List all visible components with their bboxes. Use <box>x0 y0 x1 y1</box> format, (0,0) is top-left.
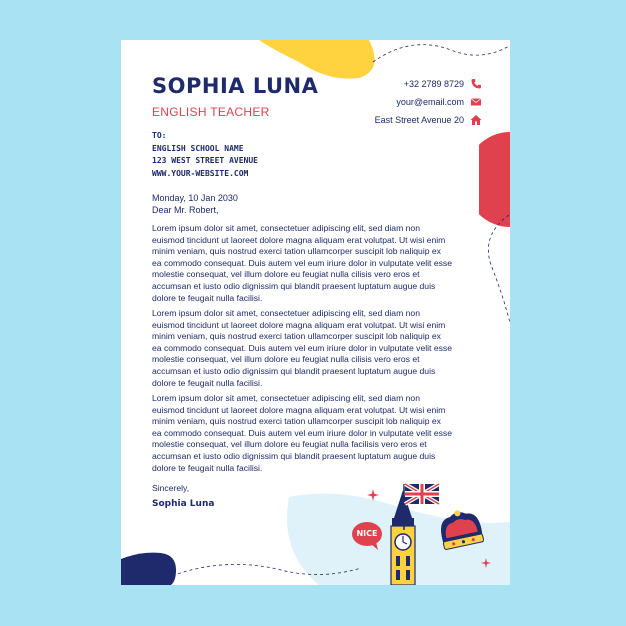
dashed-curve-right <box>481 215 510 325</box>
home-icon <box>470 114 482 126</box>
contact-phone <box>404 78 482 90</box>
recipient-line: WWW.YOUR-WEBSITE.COM <box>152 168 249 178</box>
sender-name: SOPHIA LUNA <box>152 74 319 98</box>
email-text: your@email.com <box>396 97 464 107</box>
closing-text: Sincerely, <box>152 483 190 493</box>
address-text: East Street Avenue 20 <box>374 115 464 125</box>
body-paragraph-2: Lorem ipsum dolor sit amet, consectetuer adipiscing elit, sed diam non euismod tincidunt ut laoreet dolore magna aliquam erat volutpat. Ut wisi enim minim veniam, quis nostrud exerci tation ullamcorper suscipit lob naliquip ex ea commodo consequat. Duis autem vel eum iriure dolor in vulputate velit esse molestie consequat, vel illum dolore eu feugiat nulla cilisis vero eros et accumsan et iusto odio dignissim qui blandit praesent luptatum augue duis dolore te feugait nulla facilisi. <box>152 308 452 388</box>
sender-role: ENGLISH TEACHER <box>152 105 270 119</box>
sparkle-icon <box>367 489 379 501</box>
body-paragraph-3: Lorem ipsum dolor sit amet, consectetuer adipiscing elit, sed diam non euismod tincidunt ut laoreet dolore magna aliquam erat volutpat. Ut wisi enim minim veniam, quis nostrud exerci tation ullamcorper suscipit lob naliquip ex ea commodo consequat. Duis autem vel eum iriure dolor in vulputate velit esse molestie consequat, vel illum dolore eu feugiat nulla facilisis vero eros et accumsan et iusto odio dignissim qui blandit praesent luptatum augue duis dolore te feugait nulla facilisi. <box>152 393 452 473</box>
sparkle-icon <box>481 558 491 568</box>
recipient-block <box>152 130 258 180</box>
email-icon <box>470 96 482 108</box>
letter-meta <box>152 192 238 216</box>
nice-badge-text: NICE <box>356 529 378 538</box>
phone-text: +32 2789 8729 <box>403 79 464 89</box>
contact-address <box>375 114 482 126</box>
signature-name: Sophia Luna <box>152 499 215 509</box>
to-label: TO: <box>152 131 167 140</box>
dashed-curve-bottom <box>161 560 361 585</box>
contact-email <box>396 96 482 108</box>
letter-date: Monday, 10 Jan 2030 <box>152 193 238 203</box>
body-paragraph-1: Lorem ipsum dolor sit amet, consectetuer adipiscing elit, sed diam non euismod tincidunt ut laoreet dolore magna aliquam erat volutpat. Ut wisi enim minim veniam, quis nostrud exerci tation ullamcorper suscipit lob naliquip ex ea commodo consequat. Duis autem vel eum iriure dolor in vulputate velit esse molestie consequat, vel illum dolore eu feugiat nulla cilisis vero eros et accumsan et iusto odio dignissim qui blandit praesent luptatum augue duis dolore te feugait nulla facilisi. <box>152 223 452 303</box>
phone-icon <box>470 78 482 90</box>
dashed-curve-top <box>371 40 510 100</box>
crown-icon <box>435 505 487 555</box>
recipient-line: ENGLISH SCHOOL NAME <box>152 143 244 153</box>
letter-greeting: Dear Mr. Robert, <box>152 205 219 215</box>
recipient-line: 123 WEST STREET AVENUE <box>152 156 258 165</box>
letterhead-page <box>121 40 510 585</box>
red-half-circle-decoration <box>479 132 510 227</box>
